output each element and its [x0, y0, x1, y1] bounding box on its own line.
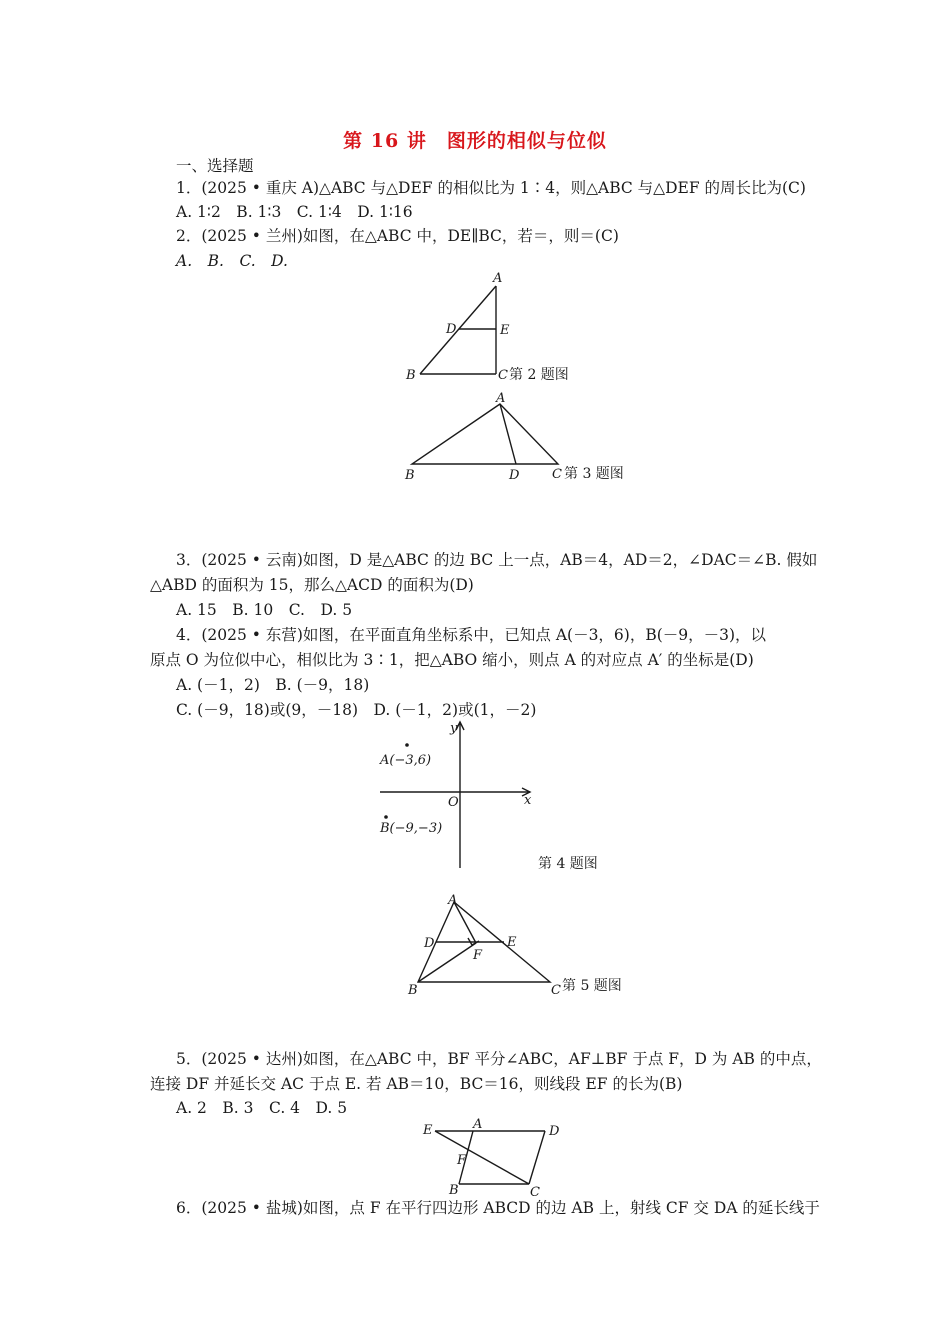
fig2-label-d: D	[446, 322, 457, 337]
fig5-caption: 第 5 题图	[562, 978, 622, 994]
question-3-line-2: △ABD 的面积为 15，那么△ACD 的面积为(D)	[150, 576, 474, 594]
fig5-label-f: F	[473, 948, 483, 963]
fig3-label-b: B	[405, 468, 415, 483]
figure-2	[400, 268, 600, 388]
fig6-side-cd	[529, 1131, 545, 1184]
question-4-options-1: A. (－1，2) B. (－9，18)	[176, 676, 370, 694]
fig2-label-a: A	[493, 271, 503, 286]
question-3-line-1: 3．(2025 • 云南)如图，D 是△ABC 的边 BC 上一点，AB＝4，AD＝2，∠DAC＝∠B. 假如	[176, 551, 818, 569]
question-2-stem: 2．(2025 • 兰州)如图，在△ABC 中，DE∥BC，若＝，则＝(C)	[176, 227, 619, 245]
fig3-caption: 第 3 题图	[564, 466, 624, 482]
section-heading: 一、选择题	[176, 157, 254, 175]
question-5-line-1: 5．(2025 • 达州)如图，在△ABC 中，BF 平分∠ABC，AF⊥BF 于点 F，D 为 AB 的中点，	[176, 1050, 822, 1068]
question-4-options-2: C. (－9，18)或(9，－18) D. (－1，2)或(1，－2)	[176, 701, 537, 719]
fig5-label-c: C	[551, 983, 561, 998]
fig2-label-b: B	[406, 368, 416, 383]
figure-3	[400, 392, 640, 484]
question-5-options: A. 2 B. 3 C. 4 D. 5	[176, 1099, 348, 1117]
figure-5	[400, 892, 640, 996]
fig2-label-c: C	[498, 368, 508, 383]
question-1-options: A. 1∶2 B. 1∶3 C. 1∶4 D. 1∶16	[176, 203, 413, 221]
question-6-line-1: 6．(2025 • 盐城)如图，点 F 在平行四边形 ABCD 的边 AB 上，射线 CF 交 DA 的延长线于	[176, 1199, 820, 1217]
question-3-options: A. 15 B. 10 C. D. 5	[176, 601, 353, 619]
fig3-label-c: C	[552, 467, 562, 482]
fig5-label-b: B	[408, 983, 418, 998]
fig3-triangle-abc	[412, 404, 558, 464]
fig2-caption: 第 2 题图	[509, 367, 569, 383]
fig4-point-a	[405, 743, 409, 747]
fig5-segment-af	[454, 902, 476, 943]
question-4-line-1: 4．(2025 • 东营)如图，在平面直角坐标系中，已知点 A(－3，6)，B(－9，－3)，以	[176, 626, 767, 644]
fig6-label-a: A	[473, 1117, 483, 1132]
fig4-label-o: O	[448, 795, 459, 810]
fig6-label-c: C	[530, 1185, 540, 1200]
fig4-label-y: y	[450, 721, 458, 736]
fig4-caption: 第 4 题图	[538, 856, 598, 872]
question-2-options: A. B. C. D.	[176, 252, 288, 270]
fig3-label-a: A	[496, 391, 506, 406]
fig6-label-d: D	[549, 1124, 560, 1139]
question-5-line-2: 连接 DF 并延长交 AC 于点 E. 若 AB＝10，BC＝16，则线段 EF 的长为(B)	[150, 1075, 683, 1093]
fig6-label-e: E	[423, 1123, 433, 1138]
fig5-label-d: D	[424, 936, 435, 951]
question-1-stem: 1．(2025 • 重庆 A)△ABC 与△DEF 的相似比为 1∶4，则△ABC 与△DEF 的周长比为(C)	[176, 179, 806, 197]
fig5-label-e: E	[507, 935, 517, 950]
fig4-label-a: A(−3,6)	[380, 753, 432, 768]
figure-4	[370, 716, 620, 876]
fig2-side-ab	[420, 286, 496, 374]
figure-6	[415, 1114, 575, 1198]
fig6-label-b: B	[449, 1183, 459, 1198]
question-4-line-2: 原点 O 为位似中心，相似比为 3∶1，把△ABO 缩小，则点 A 的对应点 A′ 的坐标是(D)	[150, 651, 754, 669]
page-title: 第 16 讲 图形的相似与位似	[343, 130, 607, 152]
fig4-label-b: B(−9,−3)	[380, 821, 443, 836]
fig4-label-x: x	[524, 793, 532, 808]
fig2-label-e: E	[500, 323, 510, 338]
fig4-point-b	[384, 815, 388, 819]
fig5-label-a: A	[448, 893, 458, 908]
fig3-label-d: D	[509, 468, 520, 483]
fig6-ray-cf	[435, 1131, 529, 1184]
fig6-label-f: F	[457, 1153, 467, 1168]
